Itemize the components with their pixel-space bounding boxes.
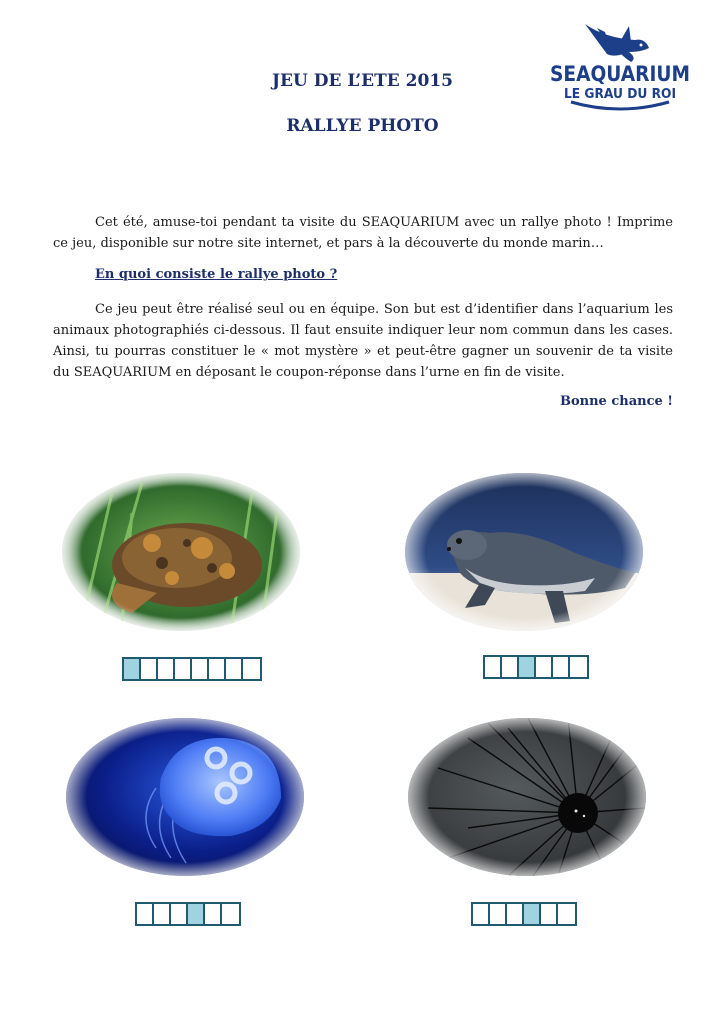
mystery-letter-box[interactable]	[524, 904, 541, 924]
answer-boxes-jellyfish[interactable]	[135, 902, 241, 926]
rules-heading: En quoi consiste le rallye photo ?	[95, 267, 338, 282]
letter-box[interactable]	[558, 904, 575, 924]
letter-box[interactable]	[205, 904, 222, 924]
letter-box[interactable]	[175, 659, 192, 679]
logo-brand: SEAQUARIUM	[550, 62, 690, 86]
letter-box[interactable]	[570, 657, 587, 677]
letter-box[interactable]	[158, 659, 175, 679]
letter-box[interactable]	[541, 904, 558, 924]
page-subtitle: RALLYE PHOTO	[286, 116, 439, 136]
logo-location: LE GRAU DU ROI	[564, 87, 676, 102]
letter-box[interactable]	[209, 659, 226, 679]
intro-paragraph: Cet été, amuse-toi pendant ta visite du SEAQUARIUM avec un rallye photo ! Imprime ce jeu, disponible sur notre site internet, et pars à la découverte du monde marin…	[53, 215, 673, 251]
letter-box[interactable]	[490, 904, 507, 924]
mystery-letter-box[interactable]	[188, 904, 205, 924]
letter-box[interactable]	[141, 659, 158, 679]
mystery-letter-box[interactable]	[124, 659, 141, 679]
letter-box[interactable]	[243, 659, 260, 679]
letter-box[interactable]	[502, 657, 519, 677]
seaquarium-logo	[545, 18, 695, 114]
mystery-letter-box[interactable]	[519, 657, 536, 677]
shark-icon	[545, 18, 695, 114]
letter-box[interactable]	[222, 904, 239, 924]
letter-box[interactable]	[507, 904, 524, 924]
letter-box[interactable]	[473, 904, 490, 924]
letter-box[interactable]	[226, 659, 243, 679]
rules-paragraph: Ce jeu peut être réalisé seul ou en équipe. Son but est d’identifier dans l’aquarium les animaux photographiés ci-dessous. Il faut ensuite indiquer leur nom commun dans les cases. Ainsi, tu pourras constituer le « mot mystère » et peut-être gagner un souvenir de ta visite du SEAQUARIUM en déposant le coupon-réponse dans l’urne en fin de visite.	[53, 302, 673, 380]
scorpionfish-photo	[62, 473, 300, 631]
closing-text: Bonne chance !	[559, 394, 673, 409]
jellyfish-photo	[66, 718, 304, 876]
answer-boxes-scorpionfish[interactable]	[122, 657, 262, 681]
answer-boxes-seal[interactable]	[483, 655, 589, 679]
sea-urchin-photo	[408, 718, 646, 876]
letter-box[interactable]	[137, 904, 154, 924]
letter-box[interactable]	[171, 904, 188, 924]
letter-box[interactable]	[553, 657, 570, 677]
letter-box[interactable]	[192, 659, 209, 679]
letter-box[interactable]	[536, 657, 553, 677]
letter-box[interactable]	[485, 657, 502, 677]
answer-boxes-sea-urchin[interactable]	[471, 902, 577, 926]
seal-photo	[405, 473, 643, 631]
letter-box[interactable]	[154, 904, 171, 924]
page-title: JEU DE L’ETE 2015	[272, 71, 453, 91]
